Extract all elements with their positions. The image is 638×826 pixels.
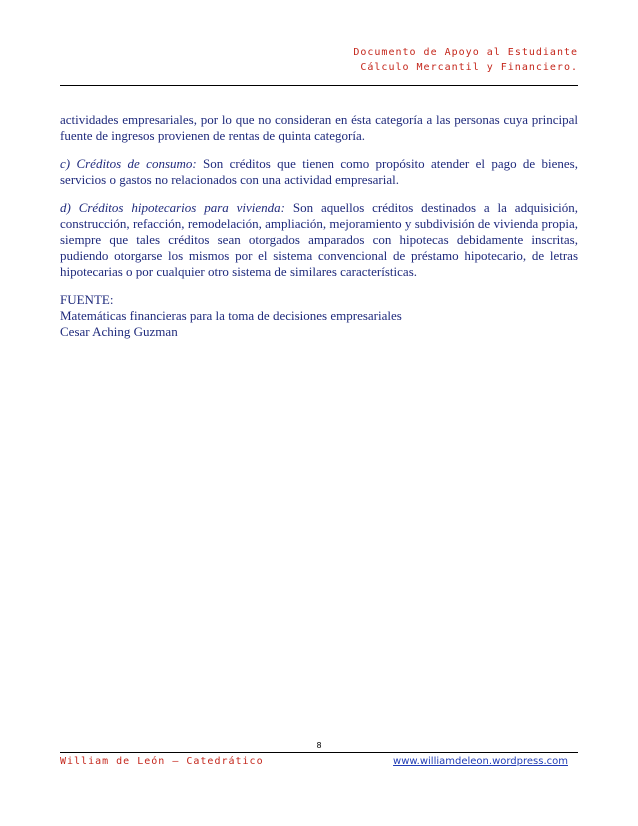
hipotecarios-text: Son aquellos créditos destinados a la adquisición, construcción, refacción, remodelación, ampliación, mejoramiento y subdivisión de vivienda propia, siempre que tales créditos sean otorgados amparados con hipotecas debidamente inscritas, pudiendo otorgarse los mismos por el sistema convencional de préstamo hipotecario, de letras hipotecarias o por cualquier otro sistema de similares características. — [60, 200, 578, 279]
source-block — [60, 292, 578, 340]
paragraph-hipotecarios — [60, 200, 578, 280]
consumo-heading: c) Créditos de consumo: — [60, 156, 197, 171]
source-author: Cesar Aching Guzman — [60, 324, 178, 339]
page-header — [353, 45, 578, 75]
header-title: Documento de Apoyo al Estudiante — [353, 47, 578, 58]
paragraph-intro: actividades empresariales, por lo que no consideran en ésta categoría a las personas cuya principal fuente de ingresos provienen de rentas de quinta categoría. — [60, 112, 578, 143]
hipotecarios-heading: d) Créditos hipotecarios para vivienda: — [60, 200, 285, 215]
footer-author: William de León – Catedrático — [60, 756, 264, 767]
paragraph-consumo — [60, 156, 578, 188]
footer-website-link[interactable]: www.williamdeleon.wordpress.com — [393, 756, 568, 767]
source-book: Matemáticas financieras para la toma de decisiones empresariales — [60, 308, 402, 323]
header-rule — [60, 85, 578, 86]
source-label: FUENTE: — [60, 292, 114, 307]
document-body — [60, 112, 578, 340]
page-number: 8 — [316, 741, 322, 750]
footer-rule — [60, 752, 578, 753]
header-subtitle: Cálculo Mercantil y Financiero. — [360, 62, 578, 73]
consumo-text: Son créditos que tienen como propósito atender el pago de bienes, servicios o gastos no relacionados con una actividad empresarial. — [60, 156, 578, 187]
